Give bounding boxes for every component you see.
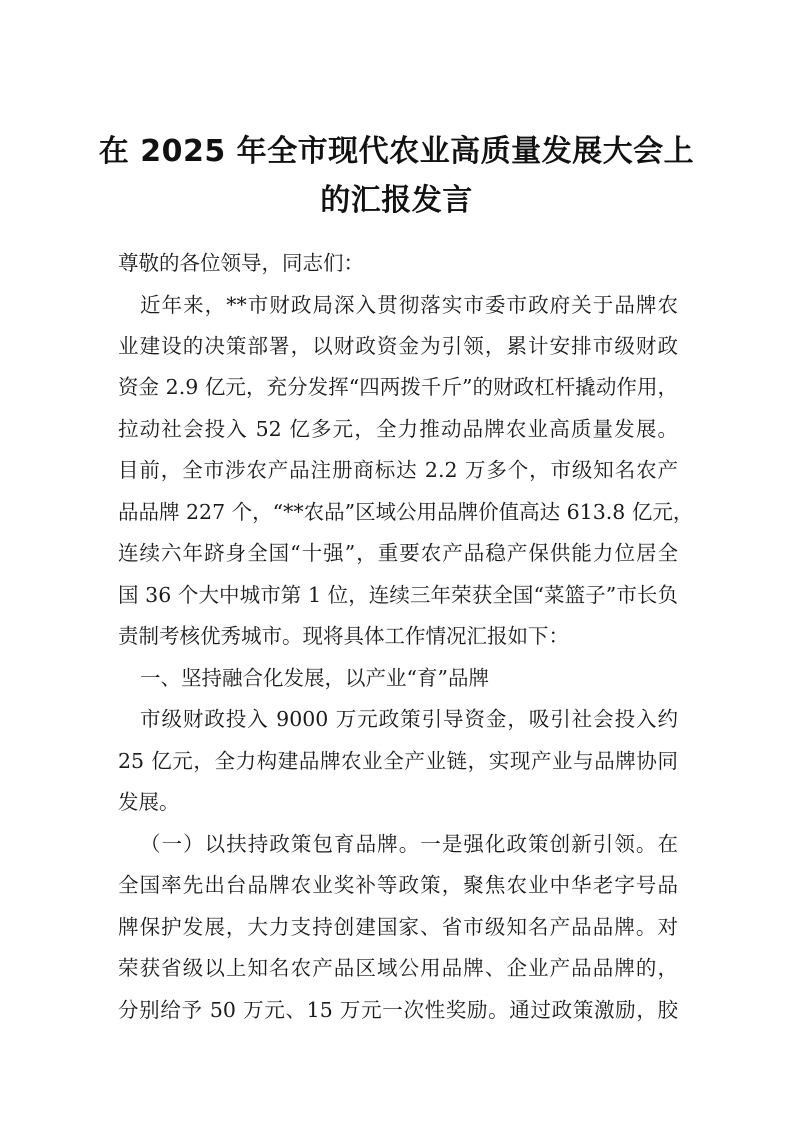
paragraph-line: （一）以扶持政策包育品牌。一是强化政策创新引领。在 — [140, 832, 678, 856]
paragraph-line: 资金 2.9 亿元，充分发挥“四两拨千斤”的财政杠杆撬动作用， — [118, 375, 678, 399]
paragraph-line: 业建设的决策部署，以财政资金为引领，累计安排市级财政 — [118, 334, 678, 358]
document-title-line-1: 在 2025 年全市现代农业高质量发展大会上 — [98, 134, 695, 169]
paragraph-line: 国 36 个大中城市第 1 位，连续三年荣获全国“菜篮子”市长负 — [118, 583, 678, 607]
paragraph-line: 品品牌 227 个，“**农品”区域公用品牌价值高达 613.8 亿元， — [118, 500, 694, 524]
paragraph-line: 25 亿元，全力构建品牌农业全产业链，实现产业与品牌协同 — [118, 749, 678, 773]
paragraph-line: 拉动社会投入 52 亿多元，全力推动品牌农业高质量发展。 — [118, 417, 678, 441]
paragraph-line: 牌保护发展，大力支持创建国家、省市级知名产品品牌。对 — [118, 915, 678, 939]
paragraph-line: 荣获省级以上知名农产品区域公用品牌、企业产品品牌的， — [118, 956, 678, 980]
paragraph-line: 市级财政投入 9000 万元政策引导资金，吸引社会投入约 — [140, 707, 678, 731]
section-heading: 一、坚持融合化发展，以产业“育”品牌 — [140, 666, 489, 690]
paragraph-line: 责制考核优秀城市。现将具体工作情况汇报如下： — [118, 624, 569, 648]
salutation: 尊敬的各位领导，同志们： — [118, 251, 364, 275]
document-title-line-2: 的汇报发言 — [320, 183, 473, 218]
paragraph-line: 全国率先出台品牌农业奖补等政策，聚焦农业中华老字号品 — [118, 873, 678, 897]
paragraph-line: 近年来，**市财政局深入贯彻落实市委市政府关于品牌农 — [140, 293, 678, 317]
paragraph-line: 目前，全市涉农产品注册商标达 2.2 万多个，市级知名农产 — [118, 458, 678, 482]
paragraph-line: 连续六年跻身全国“十强”，重要农产品稳产保供能力位居全 — [118, 541, 678, 565]
paragraph-line: 分别给予 50 万元、15 万元一次性奖励。通过政策激励，胶 — [118, 998, 678, 1022]
paragraph-line: 发展。 — [118, 790, 180, 814]
